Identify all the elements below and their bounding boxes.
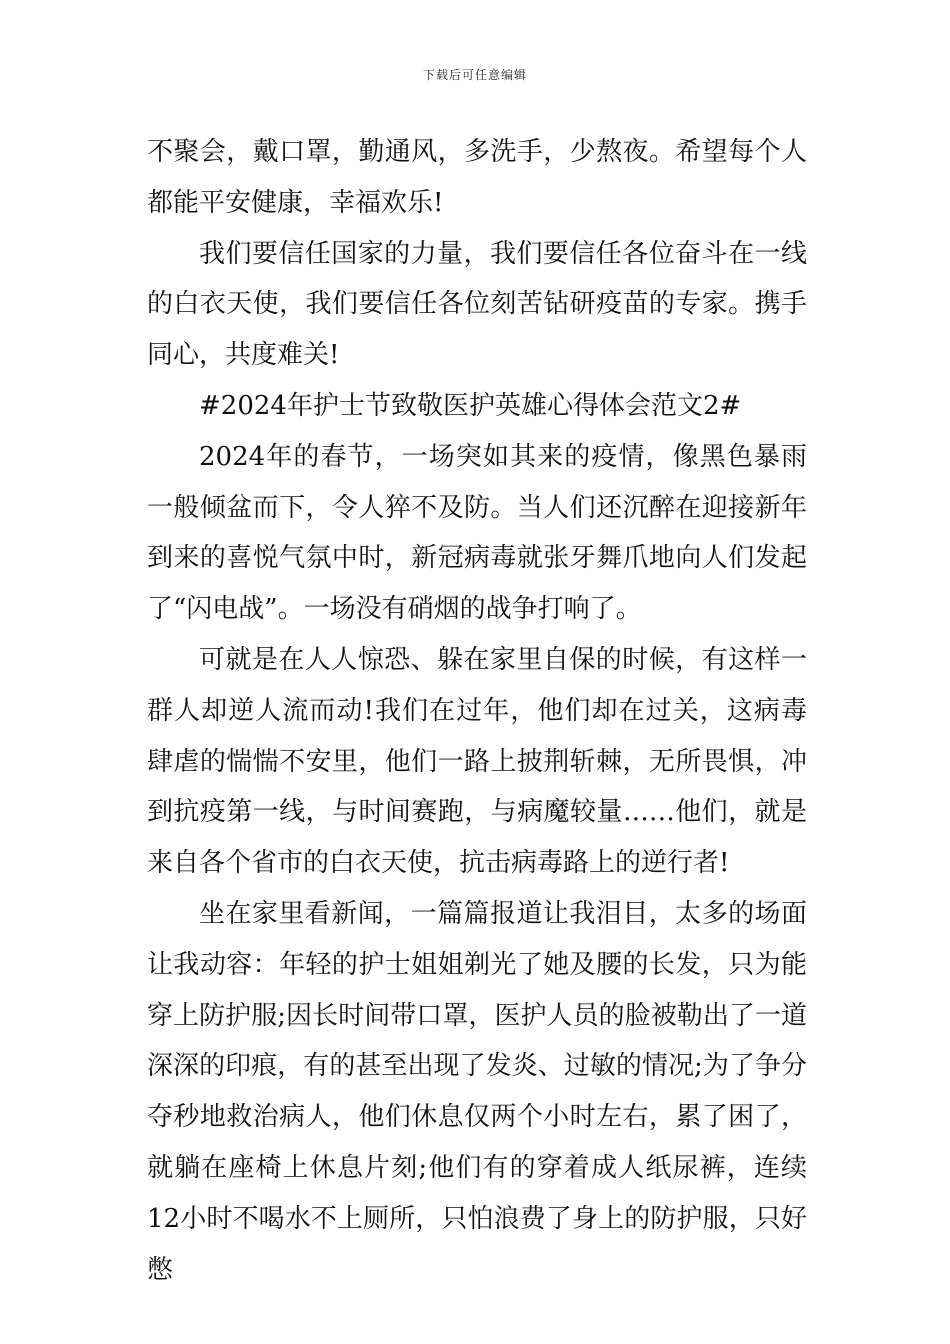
section-heading: #2024年护士节致敬医护英雄心得体会范文2# — [199, 390, 742, 421]
paragraph-3: 2024年的春节，一场突如其来的疫情，像黑色暴雨一般倾盆而下，令人猝不及防。当人们还沉醉在迎接新年到来的喜悦气氛中时，新冠病毒就张牙舞爪地向人们发起了“闪电战”。一场没有硝烟的战争打响了。 — [147, 441, 807, 625]
paragraph-5: 坐在家里看新闻，一篇篇报道让我泪目，太多的场面让我动容：年轻的护士姐姐剃光了她及腰的长发，只为能穿上防护服;因长时间带口罩，医护人员的脸被勒出了一道深深的印痕，有的甚至出现了发炎、过敏的情况;为了争分夺秒地救治病人，他们休息仅两个小时左右，累了困了，就躺在座椅上休息片刻;他们有的穿着成人纸尿裤，连续12小时不喝水不上厕所，只怕浪费了身上的防护服，只好憋 — [147, 898, 807, 1285]
header-note: 下载后可任意编辑 — [422, 68, 527, 82]
paragraph-2: 我们要信任国家的力量，我们要信任各位奋斗在一线的白衣天使，我们要信任各位刻苦钻研疫苗的专家。携手同心，共度难关! — [147, 238, 807, 371]
paragraph-4: 可就是在人人惊恐、躲在家里自保的时候，有这样一群人却逆人流而动!我们在过年，他们却在过关，这病毒肆虐的惴惴不安里，他们一路上披荆斩棘，无所畏惧，冲到抗疫第一线，与时间赛跑，与病魔较量……他们，就是来自各个省市的白衣天使，抗击病毒路上的逆行者! — [147, 644, 807, 879]
paragraph-1: 不聚会，戴口罩，勤通风，多洗手，少熬夜。希望每个人都能平安健康，幸福欢乐! — [147, 137, 807, 218]
body-text — [147, 127, 807, 1295]
